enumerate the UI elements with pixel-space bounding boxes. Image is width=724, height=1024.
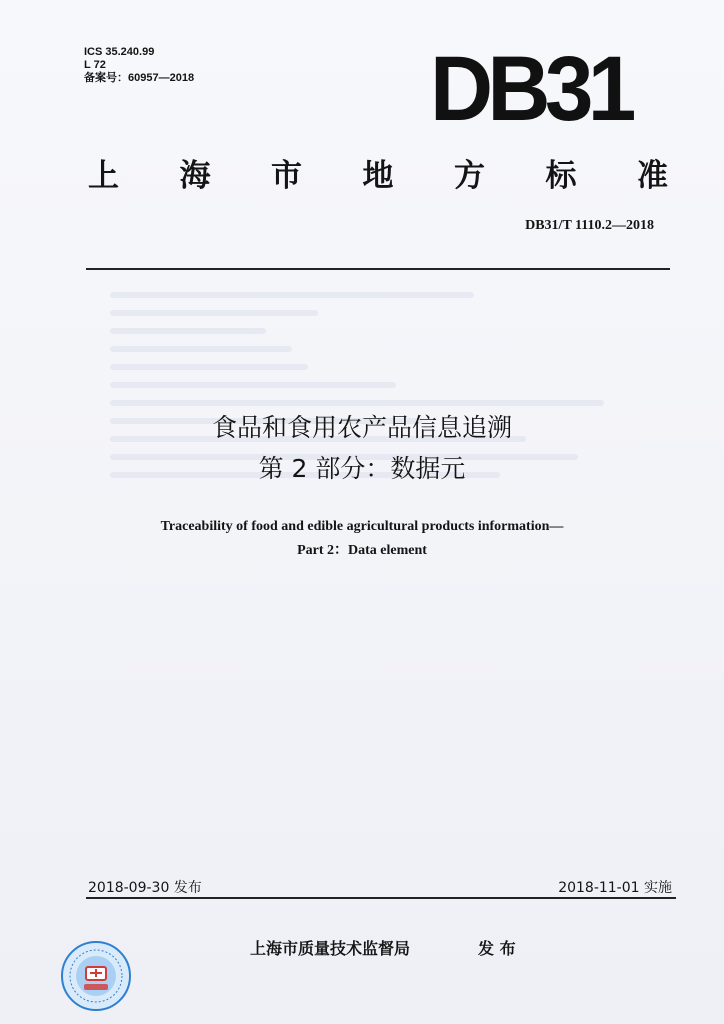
title-en-line2: Part 2：Data element [297, 543, 427, 558]
classification-block [84, 46, 194, 85]
standard-type-char: 标 [545, 158, 577, 194]
seal-stamp-icon [60, 940, 132, 1012]
title-cn-line2: 第 2 部分：数据元 [258, 454, 466, 483]
publish-date: 2018-09-30 发布 [88, 880, 202, 896]
issue-label: 发 布 [478, 939, 516, 958]
standard-number: DB31/T 1110.2—2018 [525, 218, 654, 233]
ics-code: ICS 35.240.99 [84, 46, 155, 58]
ccs-code: L 72 [84, 59, 106, 71]
bottom-divider [86, 897, 676, 899]
standard-type-char: 方 [454, 158, 485, 194]
implement-date: 2018-11-01 实施 [558, 880, 672, 896]
standard-type-char: 地 [362, 158, 394, 194]
standard-type-char: 海 [179, 158, 211, 194]
top-divider [86, 268, 670, 270]
title-en-line1: Traceability of food and edible agricultural products information— [160, 519, 564, 534]
standard-type-title [88, 150, 668, 195]
title-cn-line1: 食品和食用农产品信息追溯 [211, 413, 512, 442]
db31-logo: DB31 [430, 38, 631, 140]
issuing-authority: 上海市质量技术监督局 [250, 939, 411, 958]
standard-type-char: 准 [637, 158, 668, 194]
filing-number: 备案号：60957—2018 [84, 72, 195, 84]
standard-type-char: 市 [271, 158, 302, 194]
standard-type-char: 上 [88, 158, 119, 194]
